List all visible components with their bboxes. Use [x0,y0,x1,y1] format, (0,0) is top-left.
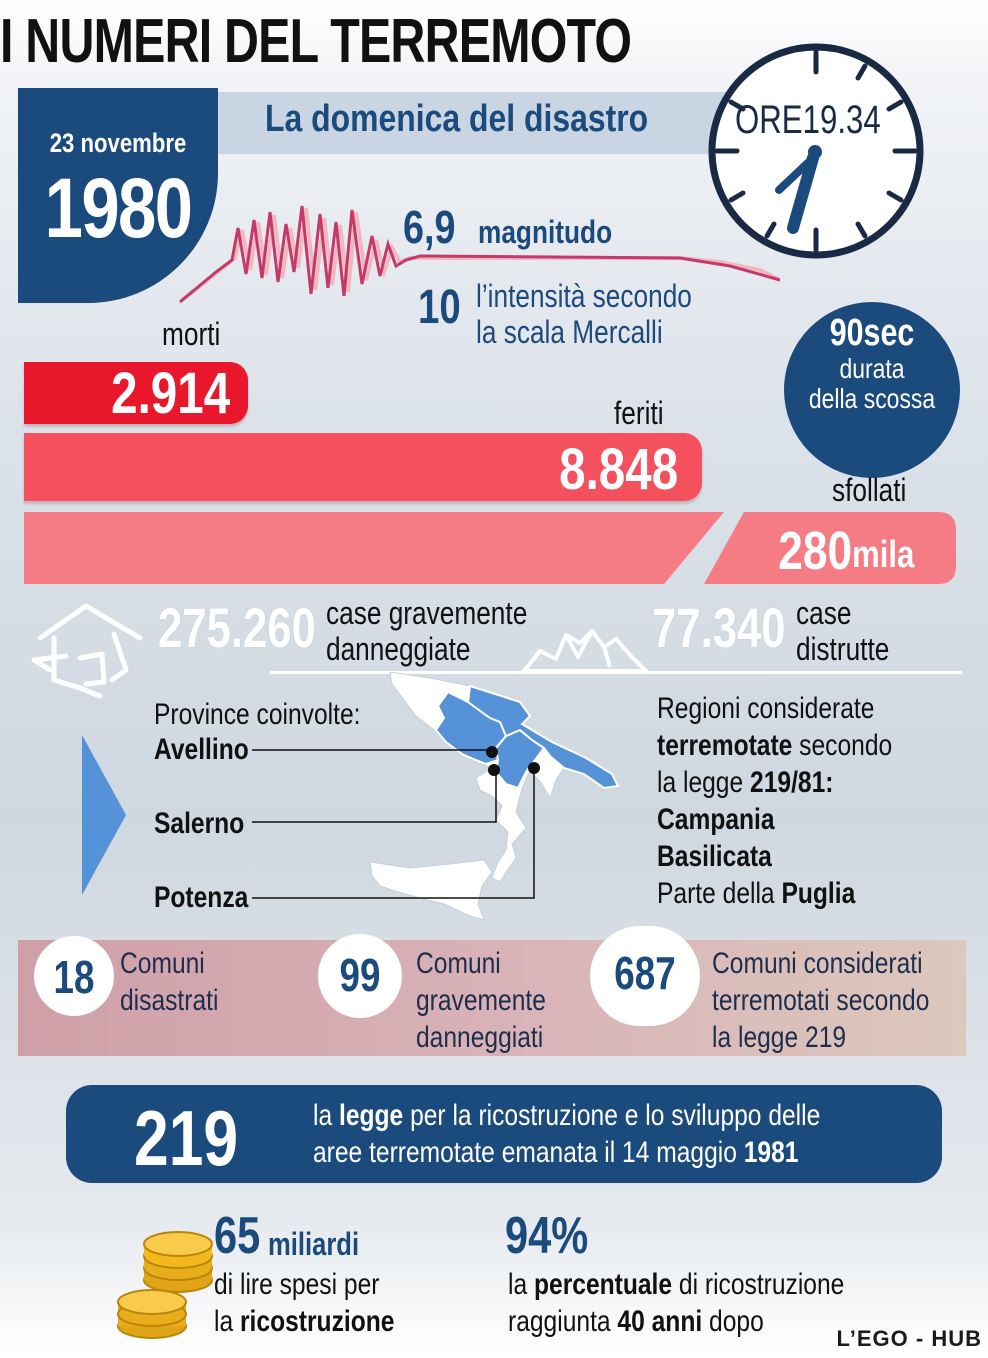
clock-time: ORE19.34 [735,98,881,142]
reconstruction-line1: la percentuale di ricostruzione [508,1268,845,1301]
intensity-label: l’intensità secondo la scala Mercalli [476,278,692,350]
comuni-label-1: Comuni disastrati [120,947,219,1017]
intensity-value: 10 [418,281,461,334]
province-avellino: Avellino [154,733,249,766]
coins-icon [112,1228,222,1346]
damaged-houses-label: case gravemente danneggiate [326,595,528,667]
law-number: 219 [134,1094,239,1182]
destroyed-houses-value: 77.340 [652,596,786,659]
damaged-houses-value: 275.260 [158,596,316,659]
comuni-label-3: Comuni considerati terremotati secondo la legge 219 [712,947,930,1054]
duration-value: 90sec [829,312,915,354]
regions-line1: Regioni considerate [657,692,875,725]
law-text: la legge per la ricostruzione e lo sviluppo delle aree terremotate emanata il 14 maggio 1981 [313,1099,821,1169]
date-day: 23 novembre [49,128,187,158]
injured-label: feriti [614,395,664,431]
comuni-circle-2 [318,934,402,1018]
provinces-heading: Province coinvolte: [154,698,361,731]
regions-line2: terremotate secondo [657,729,893,762]
magnitude-value: 6,9 [403,201,456,253]
regions-line3: la legge 219/81: [657,766,834,799]
comuni-circle-1 [34,936,114,1016]
province-salerno: Salerno [154,807,245,840]
page-title: I NUMERI DEL TERREMOTO [0,7,632,76]
spending-line1: di lire spesi per [214,1268,380,1301]
displaced-value: 280 [778,521,852,581]
date-year: 1980 [44,161,192,255]
comuni-circle-3 [590,926,700,1026]
region-campania: Campania [657,803,775,836]
comuni-label-2: Comuni gravemente danneggiati [416,947,546,1054]
destroyed-houses-label: case distrutte [796,595,890,667]
spending-line2: la ricostruzione [214,1305,395,1338]
comuni-value-3: 687 [614,947,676,999]
spending-unit: miliardi [268,1226,360,1262]
comuni-value-1: 18 [53,951,95,1003]
displaced-unit: mila [852,534,915,576]
subtitle: La domenica del disastro [265,98,649,140]
deaths-value: 2.914 [110,361,230,426]
duration-label: durata della scossa [808,353,936,414]
region-basilicata: Basilicata [657,840,772,873]
comuni-value-2: 99 [339,949,381,1001]
region-puglia: Parte della Puglia [657,877,856,910]
spending-value: 65 [214,1207,261,1265]
reconstruction-value: 94% [505,1207,589,1265]
displaced-label: sfollati [832,472,907,508]
magnitude-label: magnitudo [478,214,613,250]
reconstruction-line2: raggiunta 40 anni dopo [508,1305,764,1338]
deaths-label: morti [162,316,221,352]
province-potenza: Potenza [154,881,249,914]
injured-value: 8.848 [558,437,678,502]
credit: L’EGO - HUB [836,1326,982,1351]
